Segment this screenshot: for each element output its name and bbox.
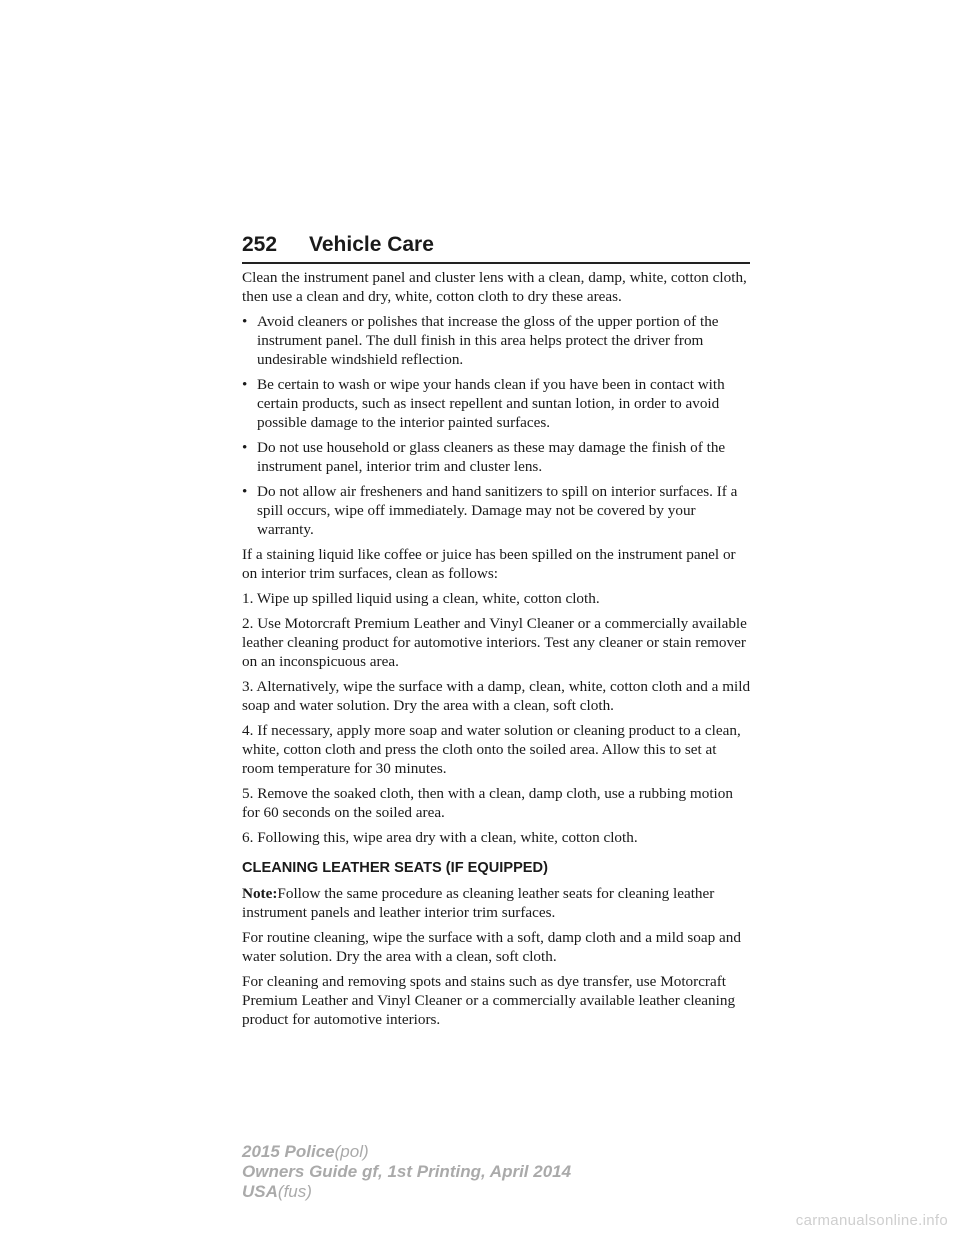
step-1: 1. Wipe up spilled liquid using a clean, white, cotton cloth. [242, 590, 600, 607]
step-3: 3. Alternatively, wipe the surface with a damp, clean, white, cotton cloth and a mild soap and water solution. Dry the area with a clean, soft cloth. [242, 678, 751, 714]
footer-line-3: USA(fus) [242, 1182, 312, 1201]
routine-paragraph: For routine cleaning, wipe the surface with a soft, damp cloth and a mild soap and water solution. Dry the area with a clean, soft cloth. [242, 929, 741, 965]
intro-paragraph: Clean the instrument panel and cluster lens with a clean, damp, white, cotton cloth, then use a clean and dry, white, cotton cloth to dry these areas. [242, 269, 747, 305]
bullet-icon: • [242, 313, 248, 330]
page-number: 252 [242, 233, 278, 256]
note-label: Note: [242, 885, 278, 902]
precaution-list [242, 312, 752, 539]
list-item: • Do not allow air fresheners and hand sanitizers to spill on interior surfaces. If a spill occurs, wipe off immediately. Damage may not be covered by your warranty. [242, 483, 738, 538]
footer-line-2: Owners Guide gf, 1st Printing, April 2014 [242, 1162, 572, 1181]
footer-line-1: 2015 Police(pol) [242, 1142, 369, 1161]
step-5: 5. Remove the soaked cloth, then with a clean, damp cloth, use a rubbing motion for 60 seconds on the soiled area. [242, 785, 733, 821]
stain-intro: If a staining liquid like coffee or juice has been spilled on the instrument panel or on interior trim surfaces, clean as follows: [242, 546, 736, 582]
page-header [242, 232, 750, 264]
print-footer [242, 1142, 571, 1202]
bullet-icon: • [242, 439, 248, 456]
list-item: • Avoid cleaners or polishes that increase the gloss of the upper portion of the instrument panel. The dull finish in this area helps protect the driver from undesirable windshield reflection. [242, 313, 719, 368]
step-6: 6. Following this, wipe area dry with a clean, white, cotton cloth. [242, 829, 638, 846]
bullet-icon: • [242, 483, 248, 500]
spots-paragraph: For cleaning and removing spots and stains such as dye transfer, use Motorcraft Premium Leather and Vinyl Cleaner or a commercially available leather cleaning product for automotive interiors. [242, 973, 736, 1028]
page-content [242, 268, 752, 1035]
leather-heading: CLEANING LEATHER SEATS (IF EQUIPPED) [242, 860, 548, 876]
site-watermark: carmanualsonline.info [795, 1212, 948, 1229]
list-item: • Be certain to wash or wipe your hands clean if you have been in contact with certain products, such as insect repellent and suntan lotion, in order to avoid possible damage to the interior painted surfaces. [242, 376, 725, 431]
section-title: Vehicle Care [309, 233, 434, 256]
bullet-icon: • [242, 376, 248, 393]
step-4: 4. If necessary, apply more soap and water solution or cleaning product to a clean, white, cotton cloth and press the cloth onto the soiled area. Allow this to set at room temperature for 30 minutes. [242, 722, 741, 777]
step-2: 2. Use Motorcraft Premium Leather and Vinyl Cleaner or a commercially available leather cleaning product for automotive interiors. Test any cleaner or stain remover on an inconspicuous area. [242, 615, 747, 670]
note-paragraph [242, 884, 752, 922]
note-text: Follow the same procedure as cleaning leather seats for cleaning leather instrument panels and leather interior trim surfaces. [242, 885, 715, 921]
list-item: • Do not use household or glass cleaners as these may damage the finish of the instrument panel, interior trim and cluster lens. [242, 439, 726, 475]
